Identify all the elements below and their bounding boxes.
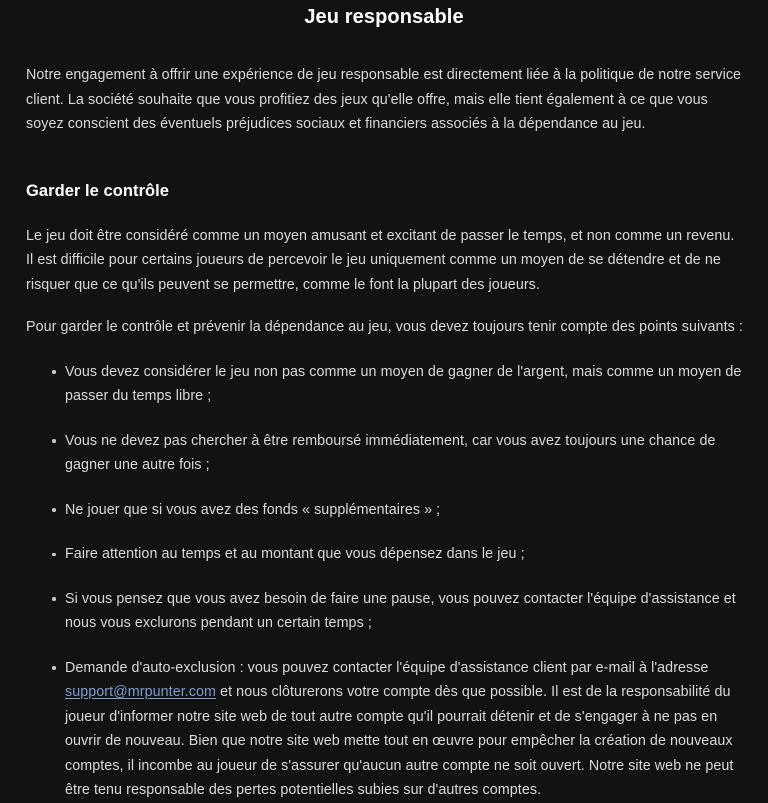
support-email-link[interactable]: support@mrpunter.com xyxy=(65,684,217,700)
self-exclusion-text-after-link: et nous clôturerons votre compte dès que possible. Il est de la responsabilité du joueur d'informer notre site web de tout autre compte qu'il pourrait détenir et de s'engager à ne pas en ouvrir de nouveau. Bien que notre site web mette tout en œuvre pour empêcher la création de nouveaux comptes, il incombe au joueur de s'assurer qu'aucun autre compte ne soit ouvert. Notre site web ne peut être tenu responsable des pertes potentielles subies sur d'autres comptes. xyxy=(65,684,734,798)
list-item-self-exclusion xyxy=(46,656,744,803)
spacer xyxy=(26,340,744,360)
section-paragraph-2: Pour garder le contrôle et prévenir la dépendance au jeu, vous devez toujours tenir compte des points suivants : xyxy=(26,319,743,335)
spacer xyxy=(0,29,768,63)
self-exclusion-text-before-link: Demande d'auto-exclusion : vous pouvez contacter l'équipe d'assistance client par e-mail à l'adresse xyxy=(65,659,709,676)
spacer xyxy=(26,297,744,315)
spacer xyxy=(26,137,744,180)
page-title: Jeu responsable xyxy=(304,6,464,28)
bullet-list-wrapper xyxy=(26,360,744,803)
spacer xyxy=(26,202,744,224)
list-item: Ne jouer que si vous avez des fonds « supplémentaires » ; xyxy=(46,498,744,523)
list-item: Si vous pensez que vous avez besoin de faire une pause, vous pouvez contacter l'équipe d'assistance et nous vous exclurons pendant un certain temps ; xyxy=(46,587,744,636)
section-heading-garder-le-controle: Garder le contrôle xyxy=(26,181,170,200)
page-content xyxy=(0,63,768,803)
list-item: Vous ne devez pas chercher à être remboursé immédiatement, car vous avez toujours une chance de gagner une autre fois ; xyxy=(46,429,744,478)
section-paragraph-1: Le jeu doit être considéré comme un moyen amusant et excitant de passer le temps, et non comme un revenu. Il est difficile pour certains joueurs de percevoir le jeu uniquement comme un moyen de se détendre et de ne risquer que ce qu'ils peuvent se permettre, comme le font la plupart des joueurs. xyxy=(26,227,735,293)
list-item: Faire attention au temps et au montant que vous dépensez dans le jeu ; xyxy=(46,542,744,567)
intro-paragraph: Notre engagement à offrir une expérience de jeu responsable est directement liée à la politique de notre service client. La société souhaite que vous profitiez des jeux qu'elle offre, mais elle tient également à ce que vous soyez conscient des éventuels préjudices sociaux et financiers associés à la dépendance au jeu. xyxy=(26,67,742,132)
list-item: Vous devez considérer le jeu non pas comme un moyen de gagner de l'argent, mais comme un moyen de passer du temps libre ; xyxy=(46,360,744,409)
responsible-gaming-bullet-list xyxy=(46,360,744,803)
